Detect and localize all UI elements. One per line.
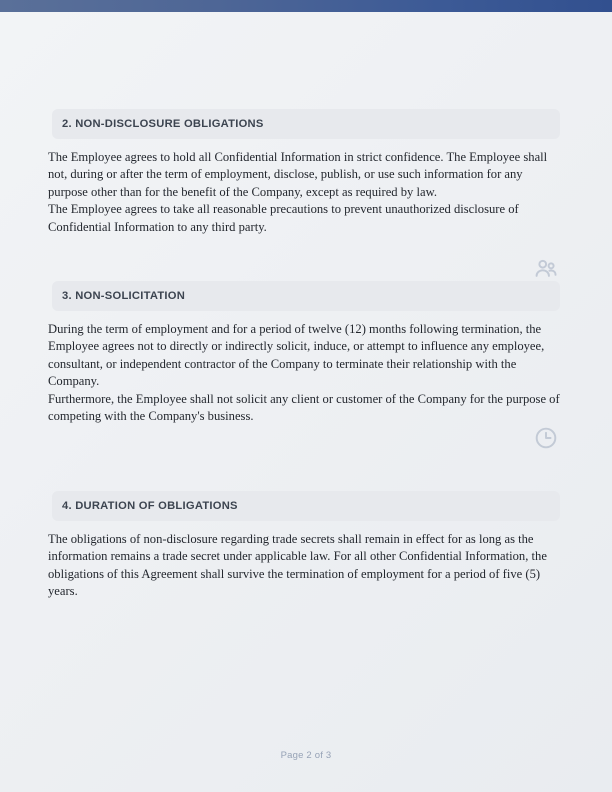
paragraph: During the term of employment and for a period of twelve (12) months following termination, the Employee agrees not to directly or indirectly solicit, induce, or attempt to influence any employee, consultant, or independent contractor of the Company to terminate their relationship with the Company. bbox=[48, 322, 545, 389]
paragraph: The Employee agrees to hold all Confidential Information in strict confidence. The Employee shall not, during or after the term of employment, disclose, publish, or use such information for any purpose other than for the benefit of the Company, except as required by law. bbox=[48, 150, 548, 199]
section-body bbox=[48, 531, 564, 601]
section-body bbox=[48, 149, 564, 236]
top-accent-bar bbox=[0, 0, 612, 12]
clock-icon bbox=[533, 425, 559, 451]
paragraph: The obligations of non-disclosure regarding trade secrets shall remain in effect for as long as the information remains a trade secret under applicable law. For all other Confidential Information, the obligations of this Agreement shall survive the termination of employment for a period of five (5) years. bbox=[48, 532, 547, 599]
paragraph: The Employee agrees to take all reasonable precautions to prevent unauthorized disclosure of Confidential Information to any third party. bbox=[48, 202, 519, 234]
section-header-band bbox=[52, 281, 560, 311]
section-heading: 4. DURATION OF OBLIGATIONS bbox=[62, 500, 238, 512]
paragraph: Furthermore, the Employee shall not solicit any client or customer of the Company for the purpose of competing with the Company's business. bbox=[48, 391, 560, 424]
section-header-band bbox=[52, 109, 560, 139]
section-heading: 3. NON-SOLICITATION bbox=[62, 290, 186, 302]
users-icon bbox=[533, 256, 559, 282]
section-header-band bbox=[52, 491, 560, 521]
page-number-footer: Page 2 of 3 bbox=[280, 750, 332, 761]
section-body bbox=[48, 321, 564, 425]
section-heading: 2. NON-DISCLOSURE OBLIGATIONS bbox=[62, 118, 264, 130]
document-page bbox=[0, 12, 612, 792]
